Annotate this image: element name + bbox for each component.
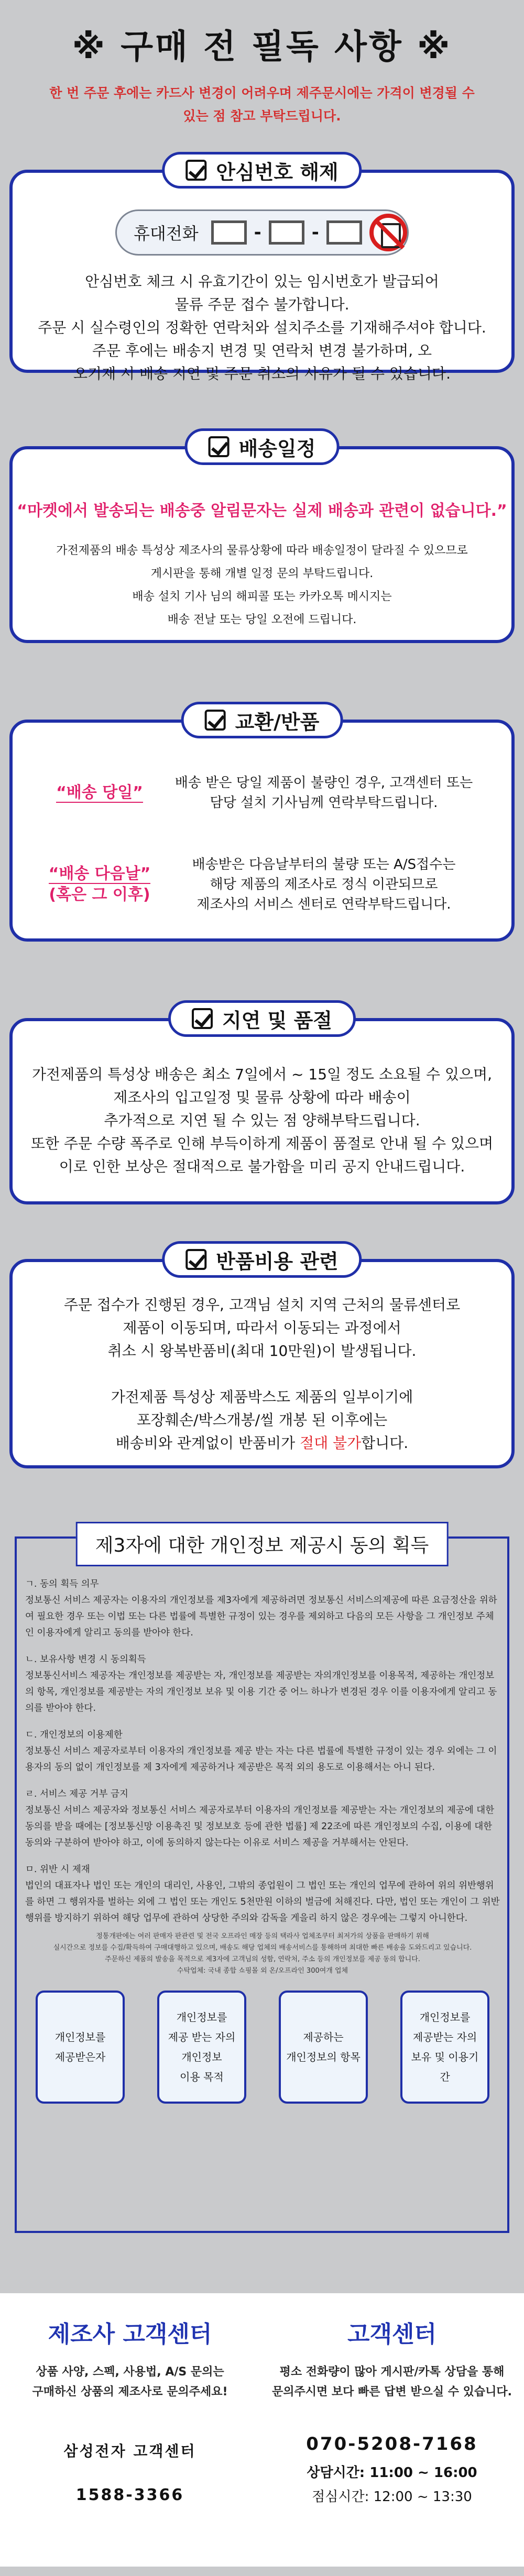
- intro-notice: [0, 82, 524, 128]
- digit-box: [326, 220, 362, 245]
- card-line: 개인정보를: [54, 2031, 106, 2043]
- card-line: 개인정보: [181, 2051, 222, 2063]
- section-header: [162, 1241, 362, 1278]
- section-body: [13, 1063, 511, 1178]
- card-line: 제공받는 자의: [412, 2031, 477, 2043]
- section-body: [13, 539, 511, 632]
- card-line: 개인정보를: [176, 2011, 227, 2024]
- dash: -: [254, 222, 261, 243]
- section-header: [181, 702, 343, 738]
- privacy-paragraph: 정보통신 서비스 제공자로부터 이용자의 개인정보를 제공 받는 자는 다른 법률에 특별한 규정이 있는 경우 외에는 그 이용자의 동의 없이 개인정보를 제 3자에게 제공하거나 제공받은 목적 외의 용도로 이용해서는 아니 된다.: [25, 1746, 497, 1773]
- body-line: 가전제품의 배송 특성상 제조사의 물류상황에 따라 배송일정이 달라질 수 있으므로: [56, 544, 468, 557]
- lunch-line: 점심시간: 12:00 ~ 13:30: [312, 2489, 472, 2505]
- section-safe-number: [9, 160, 515, 382]
- body-line: 포장훼손/박스개봉/씰 개봉 된 이후에는: [136, 1411, 388, 1429]
- desc-line: 문의주시면 보다 빠른 답변 받으실 수 있습니다.: [271, 2385, 512, 2398]
- privacy-paragraph: 법인의 대표자나 법인 또는 개인의 대리인, 사용인, 그밖의 종업원이 그 법인 또는 개인의 업무에 관하여 위의 위반행위를 하면 그 행위자를 벌하는 외에 그 법인 또는 개인도 5천만원 이하의 벌금에 처해진다. 다만, 법인 또는 개인이 그 위반행위를 방지하기 위하여 해당 업무에 관하여 상당한 주의와 감독을 게을리 하지 않은 경우에는 그렇지 아니한다.: [25, 1881, 500, 1923]
- text-span: 합니다.: [361, 1434, 409, 1452]
- body-line: 또한 주문 수량 폭주로 인해 부득이하게 제품이 품절로 안내 될 수 있으며: [30, 1135, 494, 1152]
- card-line: 제공 받는 자의: [168, 2031, 236, 2043]
- body-line: 오기재 시 배송 지연 및 주문 취소의 사유가 될 수 있습니다.: [73, 365, 451, 382]
- note-line: 실시간으로 정보를 수집/확득하여 구매대행하고 있으며, 배송도 해당 업체의 배송서비스를 통해하며 최대한 빠른 배송을 도와드리고 있습니다.: [53, 1944, 472, 1952]
- body-line: 취소 시 왕복반품비(최대 10만원)이 발생됩니다.: [107, 1342, 417, 1359]
- phone-label: 휴대전화: [134, 224, 199, 244]
- body-line: 배송 받은 당일 제품이 불량인 경우, 고객센터 또는: [174, 775, 473, 791]
- section-exchange: [9, 710, 515, 942]
- body-line: [13, 1432, 511, 1455]
- section-delivery: [9, 437, 515, 643]
- section-header: [162, 152, 362, 189]
- exchange-text: [157, 855, 511, 914]
- manufacturer-title: 제조사 고객센터: [48, 2321, 212, 2348]
- body-line: 주문 접수가 진행된 경우, 고객님 설치 지역 근처의 물류센터로: [63, 1296, 461, 1313]
- dash: -: [311, 222, 319, 243]
- footer-contact: [0, 2293, 524, 2576]
- customer-center-desc: [266, 2362, 518, 2402]
- section-title: 반품비용 관련: [216, 1250, 339, 1273]
- privacy-card-recipient: [36, 1991, 125, 2104]
- tag-same-day: [42, 782, 157, 803]
- privacy-consent-section: [15, 1536, 509, 2233]
- body-line: 물류 주문 접수 불가합니다.: [174, 296, 350, 313]
- body-line: 추가적으로 지연 될 수 있는 점 양해부탁드립니다.: [104, 1112, 420, 1129]
- card-line: 보유 및 이용기간: [411, 2051, 479, 2083]
- desc-line: 구매하신 상품의 제조사로 문의주세요!: [32, 2385, 228, 2398]
- section-header: [168, 1000, 356, 1037]
- page-title: ※ 구매 전 필독 사항 ※: [72, 28, 452, 67]
- desc-line: 상품 사양, 스펙, 사용법, A/S 문의는: [36, 2365, 224, 2379]
- note-line: 수탁업체: 국내 종합 쇼핑몰 외 온/오프라인 300여개 업체: [177, 1967, 348, 1975]
- privacy-paragraph: 정보통신 서비스 제공자와 정보통신 서비스 제공자로부터 이용자의 개인정보를 제공받는 자는 개인정보의 제공에 대한 동의를 받을 때에는 [정보통신망 이용촉진 및 정보보호 등에 관한 법률] 제 22조에 따른 개인정보의 수집, 이용에 대한 동의와 구분하여 받아야 하고, 이에 동의하지 않는다는 이유로 서비스 제공을 거부해서는 안된다.: [25, 1805, 495, 1848]
- intro-line-2: 있는 점 참고 부탁드립니다.: [183, 108, 341, 124]
- tag-text: “배송 당일”: [56, 783, 143, 802]
- body-line: 가전제품 특성상 제품박스도 제품의 일부이기에: [111, 1388, 413, 1406]
- section-title: 배송일정: [238, 437, 316, 460]
- business-hours: [266, 2461, 518, 2509]
- emphasis-text: 절대 불가: [300, 1434, 362, 1452]
- intro-line-1: 한 번 주문 후에는 카드사 변경이 어려우며 제주문시에는 가격이 변경될 수: [49, 85, 475, 101]
- card-line: 개인정보의 항목: [286, 2051, 361, 2063]
- section-title: 안심번호 해제: [216, 160, 339, 184]
- no-phone-icon: [369, 214, 407, 251]
- exchange-next-day: [13, 855, 511, 914]
- privacy-subhead: ㅁ. 위반 시 제재: [25, 1864, 90, 1875]
- section-body: [13, 1293, 511, 1455]
- section-box: [9, 170, 515, 382]
- digit-box: [269, 220, 304, 245]
- manufacturer-name: 삼성전자 고객센터: [63, 2442, 196, 2460]
- section-delay: [9, 1009, 515, 1204]
- exchange-text: [157, 773, 511, 813]
- body-line: 배송 설치 기사 님의 해피콜 또는 카카오톡 메시지는: [132, 590, 392, 603]
- privacy-body: [17, 1539, 507, 2104]
- note-line: 정통개판에는 여러 판매자 판관련 및 전국 오프라인 매장 등의 택라사 업체조쿠터 최저가의 상품을 판매하기 위해: [96, 1932, 429, 1940]
- checkbox-icon: [205, 710, 226, 731]
- bottom-band: [0, 2567, 524, 2576]
- body-line: 제조사의 입고일정 및 물류 상황에 따라 배송이: [113, 1089, 411, 1106]
- body-line: 주문 후에는 배송지 변경 및 연락처 변경 불가하며, 오: [92, 342, 432, 359]
- privacy-note: [25, 1931, 500, 1977]
- section-box: [9, 1018, 515, 1204]
- checkbox-icon: [192, 1008, 213, 1029]
- tag-text: “배송 다음날”: [48, 865, 151, 883]
- body-line: 배송 전날 또는 당일 오전에 드립니다.: [167, 613, 357, 626]
- section-box: [9, 720, 515, 942]
- section-title: 지연 및 품절: [222, 1009, 332, 1032]
- spacer: [13, 1363, 511, 1386]
- section-header: [185, 428, 340, 465]
- body-line: 이로 인한 보상은 절대적으로 불가함을 미리 공지 안내드립니다.: [59, 1158, 465, 1175]
- customer-center-phone: 070-5208-7168: [306, 2434, 478, 2455]
- desc-line: 평소 전화량이 많아 게시판/카톡 상담을 통해: [279, 2365, 505, 2379]
- body-line: 주문 시 실수령인의 정확한 연락처와 설치주소를 기재해주셔야 합니다.: [38, 319, 486, 336]
- section-title: 교환/반품: [235, 710, 320, 734]
- text-span: 배송비와 관계없이 반품비가: [115, 1434, 300, 1452]
- section-box: [9, 1259, 515, 1468]
- body-line: 게시판을 통해 개별 일정 문의 부탁드립니다.: [150, 567, 374, 580]
- delivery-highlight: “마켓에서 발송되는 배송중 알림문자는 실제 배송과 관련이 없습니다.”: [17, 502, 507, 520]
- body-line: 제조사의 서비스 센터로 연락부탁드립니다.: [196, 897, 451, 912]
- privacy-paragraph: 정보통신서비스 제공자는 개인정보를 제공받는 자, 개인정보를 제공받는 자의개인정보를 이용목적, 제공하는 개인정보의 항목, 개인정보를 제공받는 자의 개인정보 보유 및 이용 기간 중 어느 하나가 변경된 경우 이를 이용자에게 알리고 동의를 받아야 한다.: [25, 1671, 497, 1713]
- privacy-card-items: [279, 1991, 368, 2104]
- card-line: 제공받은자: [54, 2051, 106, 2063]
- section-return-cost: [9, 1250, 515, 1468]
- card-line: 이용 목적: [180, 2071, 224, 2083]
- body-line: 가전제품의 특성상 배송은 최소 7일에서 ~ 15일 정도 소요될 수 있으며,: [31, 1066, 493, 1083]
- phone-number-illustration: [115, 209, 409, 256]
- body-line: 해당 제품의 제조사로 정식 이관되므로: [210, 877, 438, 892]
- tag-next-day: [42, 864, 157, 905]
- privacy-cards: [25, 1991, 500, 2104]
- privacy-subhead: ㄴ. 보유사항 변경 시 동의획득: [25, 1654, 146, 1665]
- checkbox-icon: [185, 1249, 206, 1270]
- checkbox-icon: [185, 160, 206, 181]
- privacy-subhead: ㄹ. 서비스 제공 거부 금지: [25, 1789, 128, 1799]
- card-line: 제공하는: [303, 2031, 344, 2043]
- privacy-subhead: ㄷ. 개인정보의 이용제한: [25, 1730, 123, 1740]
- section-body: [13, 270, 511, 385]
- card-line: 개인정보를: [419, 2011, 471, 2024]
- manufacturer-service-center: [4, 2315, 256, 2504]
- customer-service-center: [266, 2315, 518, 2509]
- privacy-card-period: [400, 1991, 489, 2104]
- section-box: [9, 446, 515, 643]
- body-line: 배송받은 다음날부터의 불량 또는 A/S접수는: [192, 857, 456, 872]
- privacy-subhead: ㄱ. 동의 획득 의무: [25, 1579, 99, 1589]
- privacy-card-purpose: [157, 1991, 246, 2104]
- privacy-title: 제3자에 대한 개인정보 제공시 동의 획득: [76, 1522, 449, 1566]
- note-line: 주문하신 제품의 발송을 목적으로 제3자에 고객님의 성함, 연락처, 주소 등의 개인정보를 제공 동의 합니다.: [105, 1955, 420, 1963]
- exchange-same-day: [13, 773, 511, 813]
- digit-box: [211, 220, 247, 245]
- hours-line: 상담시간: 11:00 ~ 16:00: [307, 2465, 477, 2481]
- body-line: 제품이 이동되며, 따라서 이동되는 과정에서: [123, 1319, 401, 1336]
- checkbox-icon: [209, 436, 230, 457]
- manufacturer-desc: [4, 2362, 256, 2402]
- privacy-paragraph: 정보통신 서비스 제공자는 이용자의 개인정보를 제3자에게 제공하려면 정보통신 서비스의제공에 따른 요금정산을 위하여 필요한 경우 또는 이법 또는 다른 법률에 특별한 규정이 있는 경우를 제외하고 다음의 모든 사항을 그 개인정보 주체인 이용자에게 알리고 동의를 받아야 한다.: [25, 1595, 497, 1638]
- customer-center-title: 고객센터: [347, 2321, 436, 2348]
- tag-text: (혹은 그 이후): [49, 886, 150, 904]
- manufacturer-phone: 1588-3366: [75, 2486, 184, 2504]
- body-line: 안심번호 체크 시 유효기간이 있는 임시번호가 발급되어: [85, 273, 439, 290]
- body-line: 담당 설치 기사님께 연락부탁드립니다.: [210, 795, 438, 811]
